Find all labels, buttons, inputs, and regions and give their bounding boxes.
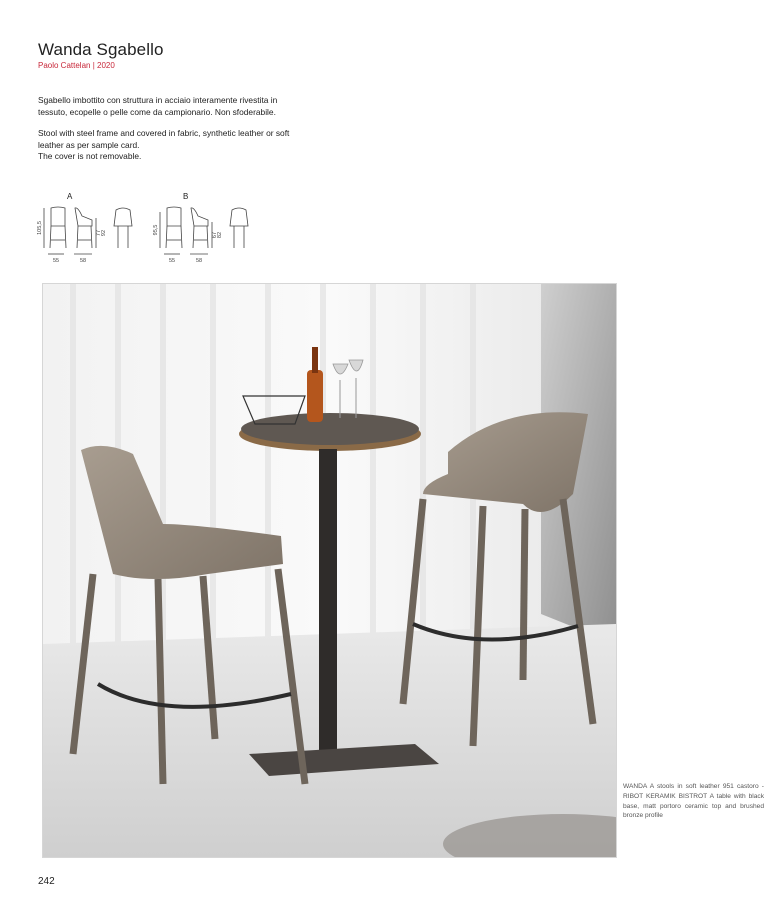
dimension-width: 55 — [168, 258, 176, 264]
dimension-diagram-b — [150, 192, 260, 270]
dimension-seat: 67 — [212, 231, 218, 239]
stool-technical-drawing — [34, 204, 144, 270]
dimension-height: 105,5 — [37, 221, 43, 235]
product-photo — [42, 283, 617, 858]
description-english-line: Stool with steel frame and covered in fabric, synthetic leather or soft leather as per sample card. — [38, 128, 290, 150]
diagram-label: B — [183, 192, 189, 201]
description-italian: Sgabello imbottito con struttura in acciaio interamente rivestita in tessuto, ecopelle o pelle come da campionario. Non sfoderabile. — [38, 95, 278, 117]
dimension-depth: 58 — [79, 258, 87, 264]
dimension-seat: 77 — [96, 229, 102, 237]
description-english — [38, 128, 308, 163]
photo-caption: WANDA A stools in soft leather 951 castoro - RIBOT KERAMIK BISTROT A table with black base, matt portoro ceramic top and brushed bronze profile — [623, 783, 764, 820]
dimension-seat-2: 82 — [217, 231, 223, 239]
stool-technical-drawing — [150, 204, 260, 270]
description-english-line: The cover is not removable. — [38, 151, 142, 161]
dimension-seat-2: 92 — [101, 229, 107, 237]
designer-credit: Paolo Cattelan | 2020 — [38, 61, 115, 70]
product-title: Wanda Sgabello — [38, 40, 164, 59]
dimension-height: 95,5 — [153, 224, 159, 236]
page-number: 242 — [38, 876, 55, 887]
dimension-depth: 58 — [195, 258, 203, 264]
dimension-width: 55 — [52, 258, 60, 264]
dimension-diagram-a — [34, 192, 144, 270]
stools-and-table-illustration — [43, 284, 616, 857]
diagram-label: A — [67, 192, 73, 201]
